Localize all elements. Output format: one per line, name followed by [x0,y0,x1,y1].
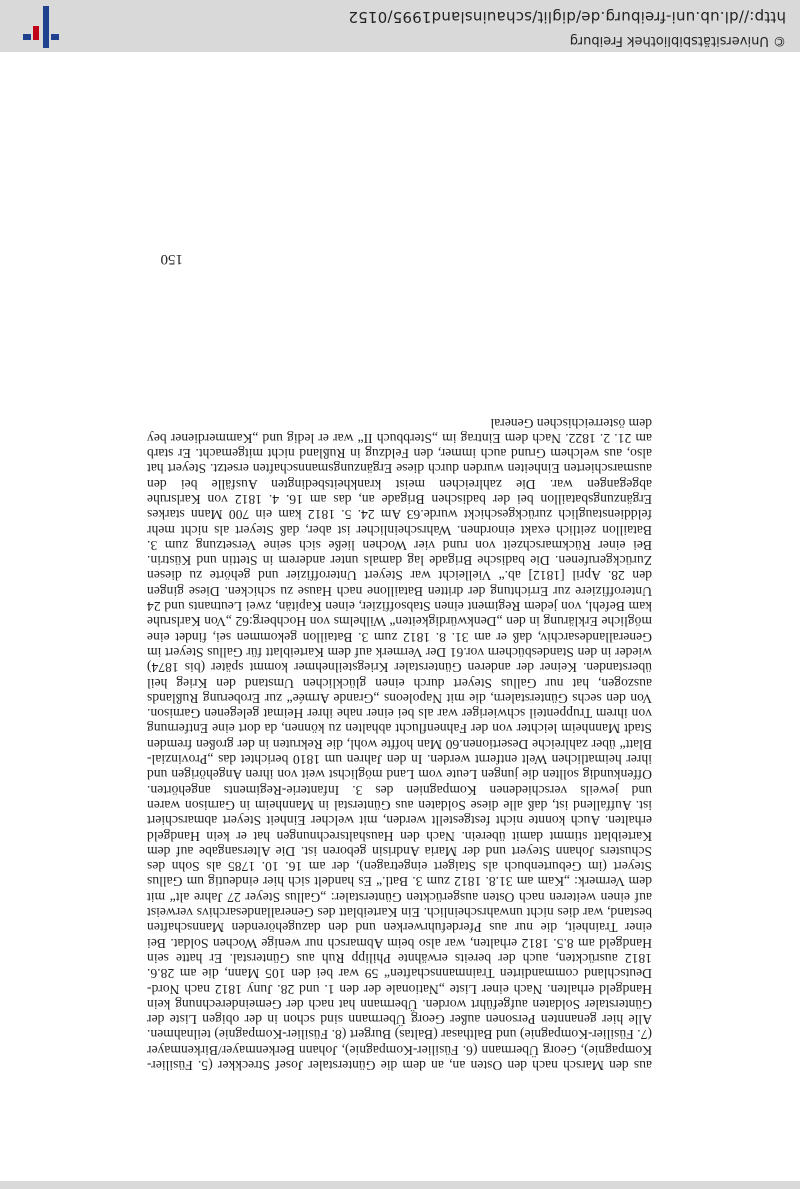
ub-freiburg-logo-icon [17,6,61,48]
copyright-notice: © Universitätsbibliothek Freiburg [569,33,786,48]
viewer-edge-strip [0,1181,800,1189]
permalink-url[interactable]: http://dl.ub.uni-freiburg.de/diglit/schauinsland1995/0152 [348,8,786,26]
page-number: 150 [160,251,183,267]
footer-bar [0,0,800,52]
body-text-block [147,293,652,1073]
body-paragraph: aus den Marsch nach den Osten an, an dem die Günterstaler Josef Streckker (5. Füsilier-Kompagnie), Georg Übermann (6. Füsilier-Kompagnie), Johann Berkenmayer/Birkenmayer (7. Füsilier-Kompagnie) und Balthasar (Baltas) Burgert (8. Füsilier-Kompagnie) teilnahmen. Alle hier genannten Personen außer Georg Übermann sind schon in der obigen Liste der Günterstaler Soldaten aufgeführt worden. Übermann hat nach der Gemeinderechnung kein Handgeld erhalten. Nach einer Liste „Nationale der den 1. und 28. Juny 1812 nach Nord-Deutschland commandirten Trainmannschaften“ 59 war bei den 105 Mann, die am 28.6. 1812 ausrückten, auch der bereits erwähnte Philipp Ruh aus Günterstal. Er hatte sein Handgeld am 8.5. 1812 erhalten, war also beim Abmarsch nur wenige Wochen Soldat. Bei einer Trainheit, die nur aus Pferdefuhrwerken und den dazugehörenden Mannschaften bestand, war dies nicht unwahrscheinlich. Ein Karteiblatt des Generallandesarchivs verweist auf einen weiteren nach Osten ausgerückten Günterstaler: „Gallus Steyer 27 Jahre alt“ mit dem Vermerk: „Kam am 31.8. 1812 zum 3. Batl.“ Es handelt sich hier eindeutig um Gallus Steyert (im Geburtenbuch als Staigert eingetragen), der am 16. 10. 1785 als Sohn des Schusters Johann Steyert und der Maria Andrisin geboren ist. Die Altersangabe auf dem Karteiblatt stimmt damit überein. Nach den Haushaltsrechnungen hat er kein Handgeld erhalten. Auch konnte nicht festgestellt werden, mit welcher Einheit Steyert abmarschiert ist. Auffallend ist, daß alle diese Soldaten aus Günterstal in Mannheim in Garnison waren und jeweils verschiedenen Kompagnien des 3. Infanterie-Regiments angehörten. Offenkundig sollten die jungen Leute vom Land möglichst weit von ihren Angehörigen und ihrer heimatlichen Welt entfernt werden. In den Jahren um 1810 berichtet das „Provinzial-Blatt“ über zahlreiche Desertionen.60 Man hoffte wohl, die Rekruten in der großen fremden Stadt Mannheim leichter von der Fahnenflucht abhalten zu können, da dort eine Entfernung von ihrem Truppenteil schwieriger war als bei einer nahe ihrer Heimat gelegenen Garnison. Von den sechs Günterstalern, die mit Napoleons „Grande Armée“ zur Eroberung Rußlands auszogen, hat nur Gallus Steyert durch einen glücklichen Umstand den Krieg heil überstanden. Keiner der anderen Günterstaler Kriegsteilnehmer kommt später (bis 1874) wieder in den Standesbüchern vor.61 Der Vermerk auf dem Karteiblatt für Gallus Steyert im Generallandesarchiv, daß er am 31. 8. 1812 zum 3. Bataillon gekommen sei, findet eine mögliche Erklärung in den „Denkwürdigkeiten“ Wilhelms von Hochberg:62 „Von Karlsruhe kam Befehl, von jedem Regiment einen Stabsoffizier, einen Kapitän, zwei Leutnants und 24 Unteroffiziere zur Errichtung der dritten Bataillone nach Hause zu schicken. Diese gingen den 28. April [1812] ab.“ Vielleicht war Steyert Unteroffizier und gehörte zu diesen Zurückgerufenen. Die badische Brigade lag damals unter anderem in Stettin und Küstrin. Bei einer Rückmarschzeit von rund vier Wochen ließe sich seine Versetzung zum 3. Bataillon zeitlich exakt einordnen. Wahrscheinlicher ist aber, daß Steyert als nicht mehr felddienstauglich zurückgeschickt wurde.63 Am 24. 5. 1812 kam ein 700 Mann starkes Ergänzungsbataillon bei der badischen Brigade an, das am 16. 4. 1812 von Karlsruhe abgegangen war. Die zahlreichen meist krankheitsbedingten Ausfälle bei den ausmarschierten Einheiten wurden durch diese Ergänzungsmannschaften ersetzt. Steyert hat also, aus welchem Grund auch immer, den Feldzug in Rußland nicht mitgemacht. Er starb am 21. 2. 1822. Nach dem Eintrag im „Sterbbuch II“ war er ledig und „Kammerdiener bey dem österreichischen General [147,415,652,1073]
